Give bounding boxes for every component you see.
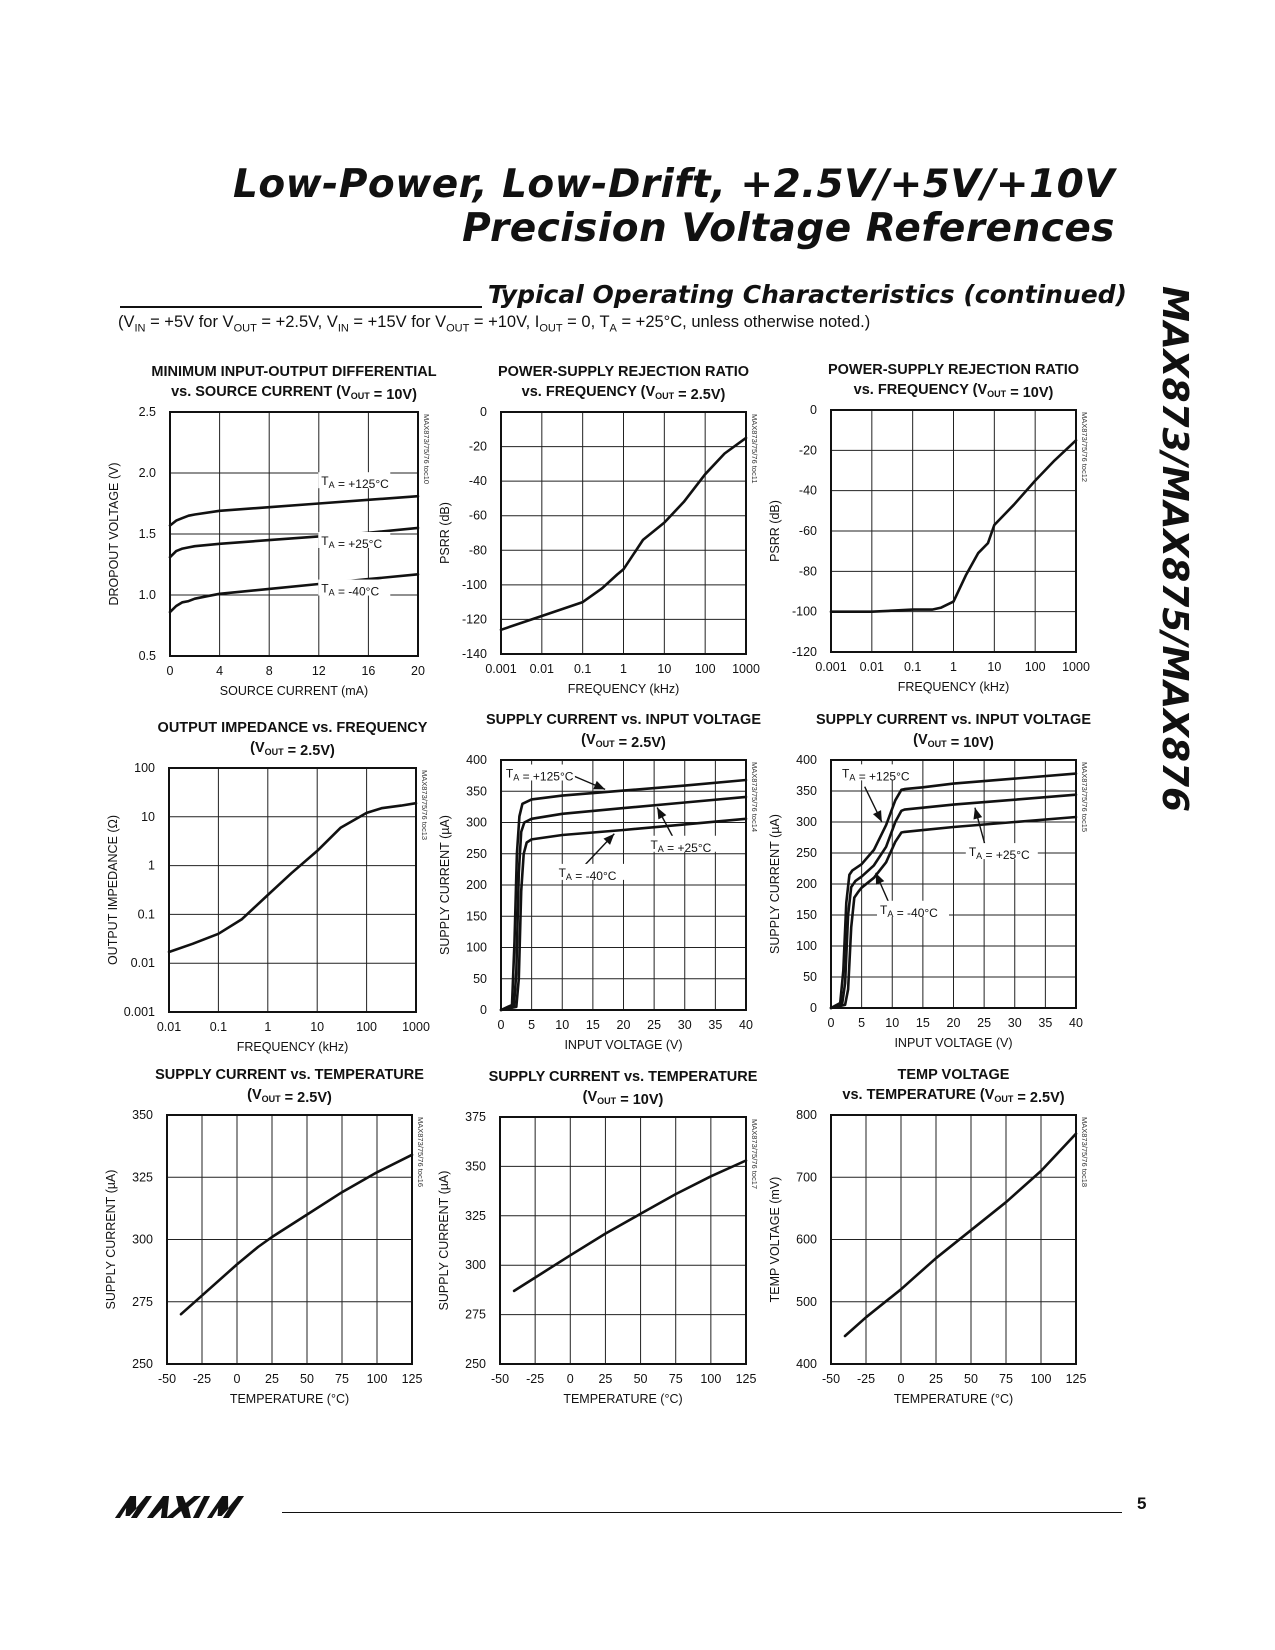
y-tick-label: -60 <box>798 524 817 538</box>
chart-toc13 <box>106 720 430 1054</box>
x-tick-label: 125 <box>735 1372 757 1386</box>
y-tick-label: 300 <box>465 1258 486 1273</box>
series-line <box>169 803 416 952</box>
y-tick-label: 50 <box>803 970 817 984</box>
x-tick-label: 0.01 <box>156 1020 182 1034</box>
y-axis-label: SUPPLY CURRENT (µA) <box>104 1169 118 1310</box>
x-tick-label: 16 <box>361 664 376 678</box>
x-tick-label: 15 <box>585 1018 600 1032</box>
x-tick-label: 100 <box>356 1020 378 1034</box>
x-tick-label: 0.1 <box>903 660 922 674</box>
x-tick-label: 5 <box>528 1018 536 1032</box>
y-tick-label: 700 <box>796 1170 817 1185</box>
x-tick-label: 10 <box>310 1020 325 1034</box>
chart-title-line: POWER-SUPPLY REJECTION RATIO <box>827 362 1080 378</box>
x-axis-label: FREQUENCY (kHz) <box>236 1040 349 1054</box>
y-tick-label: 0 <box>810 1001 817 1015</box>
y-tick-label: -80 <box>798 564 817 579</box>
y-tick-label: 600 <box>796 1232 817 1247</box>
x-tick-label: 4 <box>216 664 224 678</box>
y-tick-label: 0.01 <box>130 956 155 971</box>
page-title-line-2: Precision Voltage References <box>462 206 1115 251</box>
chart-title-line: TEMP VOLTAGE <box>897 1067 1010 1083</box>
y-tick-label: 250 <box>466 846 487 861</box>
y-tick-label: 350 <box>132 1108 153 1122</box>
x-tick-label: 100 <box>366 1372 388 1386</box>
x-tick-label: 1 <box>950 660 957 674</box>
x-tick-label: 1000 <box>402 1020 430 1034</box>
x-tick-label: -50 <box>821 1372 841 1386</box>
chart-title-line: SUPPLY CURRENT vs. INPUT VOLTAGE <box>815 712 1092 728</box>
series-label: $T_A = -40^\circ C$ <box>880 902 938 920</box>
x-tick-label: 30 <box>677 1018 692 1032</box>
y-tick-label: -120 <box>461 612 487 627</box>
y-tick-label: 250 <box>796 846 817 860</box>
y-tick-label: 500 <box>796 1294 817 1309</box>
x-tick-label: 75 <box>999 1372 1013 1386</box>
x-tick-label: -50 <box>490 1372 510 1386</box>
annotation-arrow-head <box>876 873 885 885</box>
figure-code-label: MAX873/75/76 toc14 <box>750 762 759 833</box>
y-tick-label: 150 <box>796 908 817 922</box>
x-tick-label: 12 <box>311 664 326 678</box>
series-label: $T_A = +25^\circ C$ <box>321 533 383 551</box>
series-label: $T_A = +25^\circ C$ <box>968 845 1030 863</box>
y-tick-label: 200 <box>466 878 487 892</box>
y-tick-label: -40 <box>468 474 487 489</box>
y-tick-label: 2.5 <box>138 405 156 419</box>
chart-toc18 <box>768 1067 1089 1406</box>
maxim-logo <box>118 1477 266 1520</box>
chart-title-line: MINIMUM INPUT-OUTPUT DIFFERENTIAL <box>151 364 437 380</box>
x-tick-label: 40 <box>1069 1016 1083 1030</box>
y-tick-label: 100 <box>466 940 487 955</box>
series-label: $T_A = +125^\circ C$ <box>505 766 574 784</box>
y-tick-label: -140 <box>461 647 487 661</box>
y-tick-label: 350 <box>796 784 817 798</box>
chart-title-line: vs. TEMPERATURE $(V_{OUT} = 2.5V)$ <box>842 1087 1065 1106</box>
y-tick-label: -60 <box>468 508 487 523</box>
x-tick-label: 75 <box>668 1372 683 1386</box>
annotation-arrow-head <box>593 781 605 789</box>
annotation-arrow-head <box>973 808 982 820</box>
x-tick-label: 0.01 <box>529 662 555 676</box>
x-axis-label: TEMPERATURE (°C) <box>893 1392 1014 1406</box>
y-tick-label: 300 <box>466 815 487 830</box>
series-label: $T_A = +125^\circ C$ <box>321 474 389 492</box>
x-tick-label: 125 <box>1065 1372 1087 1386</box>
series-line <box>170 496 418 525</box>
y-tick-label: 800 <box>796 1108 817 1122</box>
x-tick-label: 25 <box>265 1372 279 1386</box>
x-tick-label: 1 <box>620 662 627 676</box>
chart-title-line: vs. FREQUENCY $(V_{OUT} = 2.5V)$ <box>521 384 726 403</box>
x-tick-label: 1000 <box>1062 660 1090 674</box>
y-tick-label: 150 <box>466 909 487 924</box>
figure-code-label: MAX873/75/76 toc16 <box>416 1117 425 1188</box>
plot-frame <box>500 1117 746 1364</box>
x-tick-label: 75 <box>335 1372 349 1386</box>
x-axis-label: SOURCE CURRENT (mA) <box>219 684 369 698</box>
y-tick-label: 1 <box>148 858 155 873</box>
chart-title-line: POWER-SUPPLY REJECTION RATIO <box>497 364 750 380</box>
y-tick-label: 100 <box>134 761 155 775</box>
y-tick-label: 0 <box>480 405 487 419</box>
x-tick-label: 25 <box>929 1372 943 1386</box>
y-tick-label: -20 <box>798 443 817 458</box>
y-axis-label: DROPOUT VOLTAGE (V) <box>107 462 121 606</box>
x-tick-label: -25 <box>192 1372 212 1386</box>
y-axis-label: SUPPLY CURRENT (µA) <box>438 815 452 955</box>
footer-rule <box>282 1512 1122 1513</box>
y-tick-label: 200 <box>796 877 817 891</box>
y-tick-label: 325 <box>465 1208 486 1223</box>
y-axis-label: TEMP VOLTAGE (mV) <box>768 1176 782 1303</box>
y-tick-label: 0 <box>810 403 817 417</box>
series-label: $T_A = -40^\circ C$ <box>558 865 617 883</box>
x-tick-label: 20 <box>411 664 425 678</box>
x-tick-label: 0 <box>566 1372 574 1386</box>
chart-title-line: $(V_{OUT} = 2.5V)$ <box>581 732 666 751</box>
x-tick-label: 0 <box>827 1016 835 1030</box>
x-tick-label: -25 <box>526 1372 545 1386</box>
x-tick-label: 0 <box>497 1018 505 1032</box>
x-tick-label: 10 <box>885 1016 900 1030</box>
x-axis-label: INPUT VOLTAGE (V) <box>564 1038 683 1052</box>
y-tick-label: 10 <box>141 809 155 824</box>
y-tick-label: 250 <box>465 1357 486 1371</box>
x-tick-label: 10 <box>657 662 672 676</box>
figure-code-label: MAX873/75/76 toc11 <box>750 414 759 484</box>
y-tick-label: 0.5 <box>138 649 156 663</box>
figure-code-label: MAX873/75/76 toc15 <box>1080 762 1089 833</box>
y-tick-label: -40 <box>798 483 817 498</box>
y-tick-label: 400 <box>796 753 817 767</box>
y-tick-label: 400 <box>796 1357 817 1371</box>
x-tick-label: 0.001 <box>815 660 847 674</box>
y-tick-label: 300 <box>796 815 817 829</box>
x-tick-label: 0 <box>233 1372 241 1386</box>
chart-title-line: $(V_{OUT} = 2.5V)$ <box>250 740 335 759</box>
x-axis-label: TEMPERATURE (°C) <box>229 1392 350 1406</box>
x-tick-label: 5 <box>858 1016 866 1030</box>
x-tick-label: 20 <box>946 1016 961 1030</box>
chart-title-line: vs. SOURCE CURRENT $(V_{OUT} = 10V)$ <box>171 384 417 403</box>
series-label: $T_A = +125^\circ C$ <box>842 766 910 784</box>
x-tick-label: -50 <box>157 1372 177 1386</box>
x-tick-label: 8 <box>265 664 273 678</box>
x-tick-label: 50 <box>300 1372 314 1386</box>
chart-toc14 <box>438 712 761 1052</box>
y-tick-label: 350 <box>466 784 487 799</box>
chart-title-line: vs. FREQUENCY $(V_{OUT} = 10V)$ <box>853 382 1054 401</box>
x-tick-label: 100 <box>1024 660 1046 674</box>
y-tick-label: -20 <box>468 439 487 454</box>
chart-title-line: $(V_{OUT} = 2.5V)$ <box>247 1087 332 1106</box>
plot-frame <box>169 768 416 1012</box>
chart-toc17 <box>437 1069 759 1406</box>
x-tick-label: 0.1 <box>573 662 592 676</box>
x-tick-label: 30 <box>1007 1016 1022 1030</box>
y-tick-label: 250 <box>132 1357 153 1371</box>
maxim-logo-text: MAXIM <box>118 1477 171 1494</box>
test-conditions: ($V_{IN} = +5V$ for $V_{OUT} = +2.5V$, $V_{IN} = +15V$ for $V_{OUT} = +10V$, $I_{OUT} = 0$, $T_A = +25^\circ C$, unless otherwise noted.) <box>118 313 871 335</box>
chart-title-line: $(V_{OUT} = 10V)$ <box>582 1089 664 1108</box>
x-axis-label: TEMPERATURE (°C) <box>563 1392 683 1406</box>
chart-toc15 <box>768 712 1091 1050</box>
y-tick-label: 300 <box>132 1232 153 1247</box>
x-tick-label: 0.1 <box>209 1020 228 1034</box>
x-tick-label: 25 <box>647 1018 662 1032</box>
chart-title-line: SUPPLY CURRENT vs. INPUT VOLTAGE <box>485 712 762 728</box>
y-tick-label: 0.001 <box>123 1005 155 1019</box>
x-tick-label: 15 <box>915 1016 930 1030</box>
figure-code-label: MAX873/75/76 toc17 <box>750 1119 759 1190</box>
y-tick-label: 400 <box>466 753 487 767</box>
x-tick-label: 0 <box>166 664 174 678</box>
y-tick-label: -100 <box>461 577 487 592</box>
x-axis-label: FREQUENCY (kHz) <box>897 680 1010 694</box>
chart-toc12 <box>768 362 1090 694</box>
x-tick-label: 125 <box>401 1372 423 1386</box>
series-label: $T_A = -40^\circ C$ <box>321 581 380 599</box>
series-label: $T_A = +25^\circ C$ <box>650 837 712 855</box>
x-tick-label: 20 <box>616 1018 631 1032</box>
x-tick-label: 1 <box>264 1020 272 1034</box>
y-axis-label: SUPPLY CURRENT (µA) <box>768 814 782 954</box>
y-tick-label: 50 <box>473 971 487 986</box>
y-tick-label: -100 <box>791 604 817 619</box>
y-tick-label: -120 <box>791 645 817 659</box>
x-axis-label: INPUT VOLTAGE (V) <box>894 1036 1013 1050</box>
y-tick-label: 325 <box>132 1170 153 1185</box>
chart-toc11 <box>438 364 760 696</box>
x-tick-label: 10 <box>555 1018 570 1032</box>
y-axis-label: SUPPLY CURRENT (µA) <box>437 1170 451 1311</box>
figure-code-label: MAX873/75/76 toc13 <box>420 770 429 841</box>
figure-code-label: MAX873/75/76 toc10 <box>422 414 431 485</box>
x-tick-label: 35 <box>1038 1016 1053 1030</box>
y-tick-label: 0.1 <box>137 907 155 922</box>
section-title: Typical Operating Characteristics (continued) <box>487 280 1127 309</box>
side-part-number-title: MAX873/MAX875/MAX876 <box>1154 286 1195 813</box>
x-tick-label: 100 <box>700 1372 722 1386</box>
figure-code-label: MAX873/75/76 toc18 <box>1080 1117 1089 1188</box>
y-tick-label: 1.5 <box>138 527 156 541</box>
chart-title-line: SUPPLY CURRENT vs. TEMPERATURE <box>488 1069 758 1085</box>
chart-title-line: OUTPUT IMPEDANCE vs. FREQUENCY <box>157 720 428 736</box>
y-tick-label: -80 <box>468 543 487 558</box>
y-tick-label: 350 <box>465 1159 486 1174</box>
figure-code-label: MAX873/75/76 toc12 <box>1080 412 1089 483</box>
y-tick-label: 0 <box>480 1003 487 1017</box>
x-tick-label: 0.01 <box>859 660 885 674</box>
y-axis-label: PSRR (dB) <box>438 502 452 564</box>
y-axis-label: PSRR (dB) <box>768 500 782 562</box>
chart-title-line: $(V_{OUT} = 10V)$ <box>913 732 994 751</box>
x-tick-label: 0 <box>897 1372 905 1386</box>
chart-toc10 <box>107 364 437 698</box>
x-tick-label: -25 <box>856 1372 876 1386</box>
x-tick-label: 35 <box>708 1018 723 1032</box>
y-tick-label: 100 <box>796 939 817 953</box>
x-axis-label: FREQUENCY (kHz) <box>567 682 680 696</box>
y-tick-label: 1.0 <box>138 588 156 602</box>
y-tick-label: 275 <box>465 1307 486 1322</box>
x-tick-label: 50 <box>964 1372 978 1386</box>
x-tick-label: 25 <box>598 1372 613 1386</box>
page-number: 5 <box>1137 1494 1147 1513</box>
x-tick-label: 0.001 <box>485 662 517 676</box>
y-tick-label: 275 <box>132 1294 153 1309</box>
x-tick-label: 10 <box>987 660 1002 674</box>
x-tick-label: 100 <box>694 662 716 676</box>
y-axis-label: OUTPUT IMPEDANCE (Ω) <box>106 814 120 966</box>
x-tick-label: 1000 <box>732 662 760 676</box>
chart-toc16 <box>104 1067 425 1406</box>
page-title-line-1: Low-Power, Low-Drift, +2.5V/+5V/+10V <box>232 162 1115 207</box>
x-tick-label: 40 <box>739 1018 753 1032</box>
chart-title-line: SUPPLY CURRENT vs. TEMPERATURE <box>155 1067 424 1083</box>
x-tick-label: 25 <box>977 1016 992 1030</box>
x-tick-label: 100 <box>1030 1372 1052 1386</box>
y-tick-label: 375 <box>465 1110 486 1124</box>
x-tick-label: 50 <box>633 1372 648 1386</box>
y-tick-label: 2.0 <box>138 466 156 480</box>
